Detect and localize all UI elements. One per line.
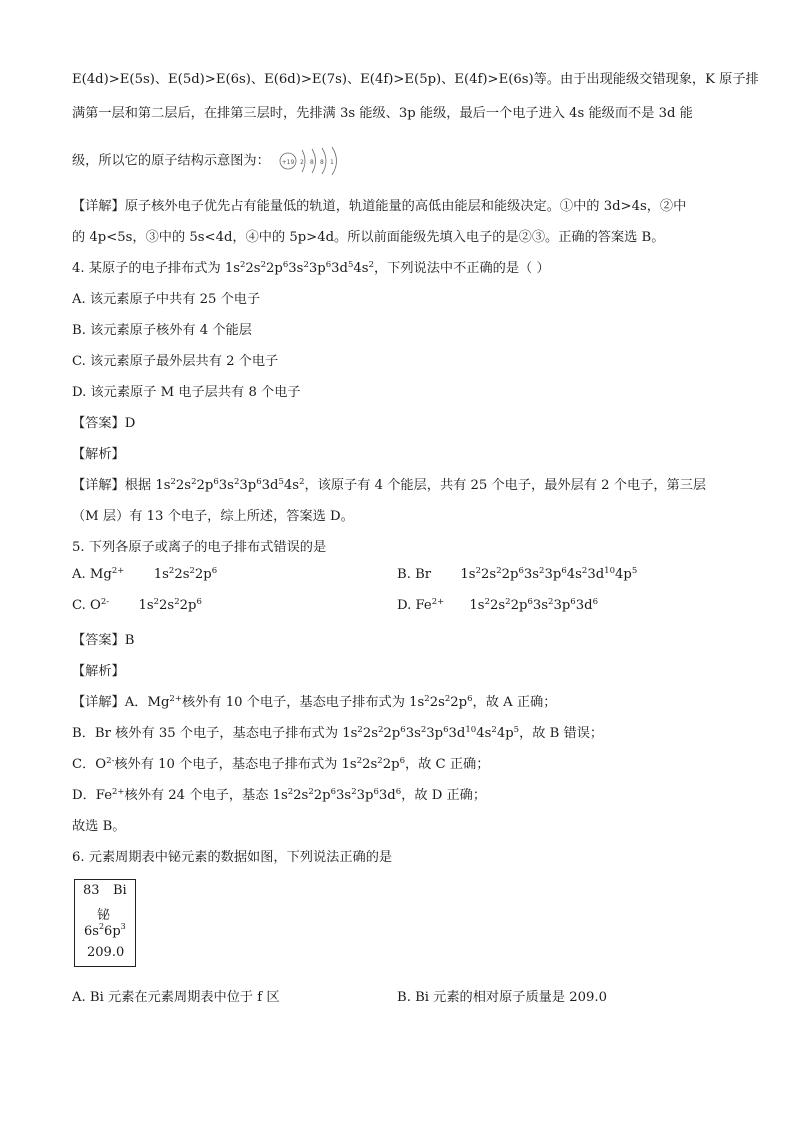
- question-6-stem: 6. 元素周期表中铋元素的数据如图，下列说法正确的是: [72, 850, 393, 865]
- detail-line: （M 层）有 13 个电子，综上所述，答案选 D。: [72, 509, 354, 524]
- atomic-mass: 209.0: [87, 945, 125, 960]
- detail-line: 【详解】原子核外电子优先占有能量低的轨道，轨道能量的高低由能层和能级决定。①中的 3d>4s，②中: [72, 199, 687, 214]
- answer-label: 【答案】D: [72, 416, 136, 431]
- question-5-option-c: C. $O^{2-}$ $1s^22s^22p^6$: [72, 597, 202, 613]
- atomic-number: 83: [83, 883, 100, 898]
- detail-line: C．$O^{2-}$核外有 10 个电子，基态电子排布式为 $1s^22s^22p^6$，故 C 正确；: [72, 756, 490, 772]
- detail-line: 【详解】A．$Mg^{2+}$核外有 10 个电子，基态电子排布式为 $1s^22s^22p^6$，故 A 正确；: [72, 694, 557, 710]
- text-segment: 级，所以它的原子结构示意图为：: [72, 153, 270, 169]
- atom-shell: 1: [330, 159, 334, 166]
- atom-shell: 2: [300, 159, 304, 166]
- question-5-option-d: D. $Fe^{2+}$ $1s^22s^22p^63s^23p^63d^6$: [397, 597, 598, 613]
- detail-line: D．$Fe^{2+}$核外有 24 个电子，基态 $1s^22s^22p^63s^23p^63d^6$，故 D 正确；: [72, 787, 487, 803]
- question-6-option-b: B. Bi 元素的相对原子质量是 209.0: [397, 990, 607, 1005]
- question-5-option-a: A. $Mg^{2+}$ $1s^22s^22p^6$: [72, 566, 218, 582]
- question-6-option-a: A. Bi 元素在元素周期表中位于 f 区: [72, 990, 280, 1005]
- text-line: E(4d)>E(5s)、E(5d)>E(6s)、E(6d)>E(7s)、E(4f)>E(5p)、E(4f)>E(6s)等。由于出现能级交错现象，K 原子排: [72, 72, 759, 87]
- analysis-label: 【解析】: [72, 664, 125, 679]
- analysis-label: 【解析】: [72, 447, 125, 462]
- detail-line: B．Br 核外有 35 个电子，基态电子排布式为 $1s^22s^22p^63s^23p^63d^{10}4s^24p^5$，故 B 错误；: [72, 725, 604, 741]
- answer-label: 【答案】B: [72, 633, 135, 648]
- conclusion: 故选 B。: [72, 819, 126, 834]
- element-symbol: Bi: [113, 883, 127, 898]
- element-cell-bismuth: [74, 879, 136, 967]
- atom-structure-diagram: [278, 146, 348, 176]
- text-line: [72, 146, 348, 176]
- atom-shell: 8: [320, 159, 324, 166]
- question-5-option-b: B. Br $1s^22s^22p^63s^23p^64s^23d^{10}4p^5$: [397, 566, 638, 582]
- atom-shell: 8: [310, 159, 314, 166]
- text-line: 满第一层和第二层后，在排第三层时，先排满 3s 能级、3p 能级，最后一个电子进入 4s 能级而不是 3d 能: [72, 106, 693, 121]
- question-4-option-b: B. 该元素原子核外有 4 个能层: [72, 323, 252, 338]
- question-4-option-a: A. 该元素原子中共有 25 个电子: [72, 292, 261, 307]
- valence-config: $6s^26p^3$: [84, 922, 126, 939]
- question-4-option-c: C. 该元素原子最外层共有 2 个电子: [72, 354, 279, 369]
- detail-line: 的 4p<5s，③中的 5s<4d，④中的 5p>4d。所以前面能级先填入电子的是②③。正确的答案选 B。: [72, 230, 665, 245]
- question-4-stem: 4. 某原子的电子排布式为 $1s^22s^22p^63s^23p^63d^54s^2$，下列说法中不正确的是（ ）: [72, 260, 550, 276]
- question-4-option-d: D. 该元素原子 M 电子层共有 8 个电子: [72, 385, 301, 400]
- atom-nucleus: +19: [281, 159, 295, 166]
- question-5-stem: 5. 下列各原子或离子的电子排布式错误的是: [72, 540, 327, 555]
- element-name: 铋: [97, 908, 111, 923]
- detail-line: 【详解】根据 $1s^22s^22p^63s^23p^63d^54s^2$，该原子有 4 个能层，共有 25 个电子，最外层有 2 个电子，第三层: [72, 477, 707, 493]
